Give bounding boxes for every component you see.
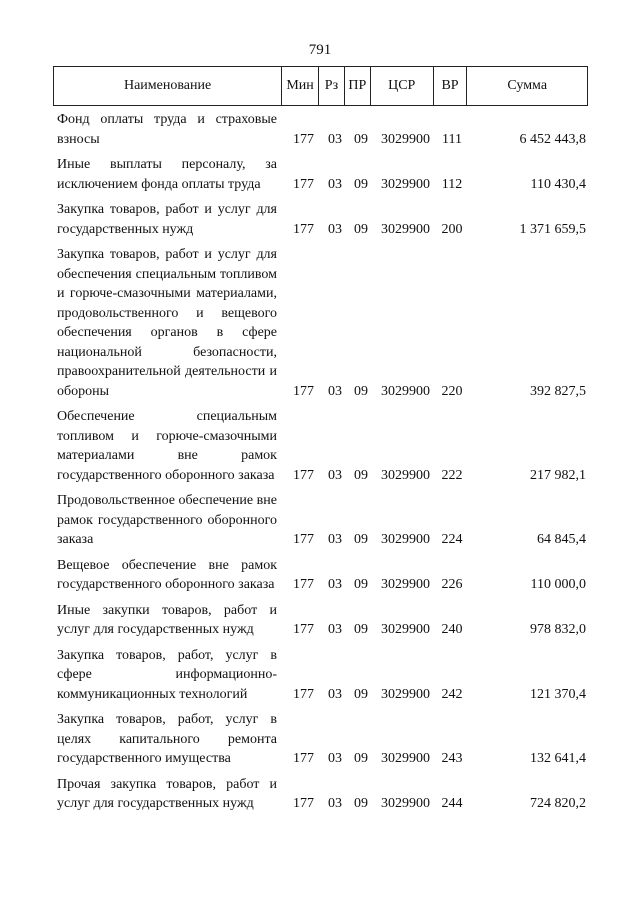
table-header — [53, 66, 588, 106]
row-rz: 03 — [328, 796, 342, 811]
row-name: Вещевое обеспечение вне рамок государственного оборонного заказа — [57, 557, 277, 592]
table-row — [53, 155, 588, 194]
row-min: 177 — [293, 796, 314, 811]
row-pr: 09 — [354, 176, 368, 192]
row-pr: 09 — [354, 796, 368, 811]
row-sum: 1 371 659,5 — [519, 221, 586, 237]
row-vr: 222 — [441, 467, 463, 483]
row-csr: 3029900 — [381, 131, 430, 147]
row-vr: 220 — [441, 383, 463, 399]
row-rz: 03 — [328, 751, 342, 766]
row-vr: 244 — [441, 796, 463, 811]
row-vr: 226 — [441, 577, 463, 592]
row-name: Прочая закупка товаров, работ и услуг для государственных нужд — [57, 776, 277, 811]
row-rz: 03 — [328, 221, 342, 237]
row-rz: 03 — [328, 577, 342, 592]
row-rz: 03 — [328, 131, 342, 147]
row-sum: 724 820,2 — [530, 796, 586, 811]
row-min: 177 — [293, 686, 314, 702]
table-row — [53, 200, 588, 239]
table-row — [53, 110, 588, 149]
row-csr: 3029900 — [381, 751, 430, 766]
table-body — [53, 110, 588, 820]
row-min: 177 — [293, 221, 314, 237]
row-pr: 09 — [354, 577, 368, 592]
table-row — [53, 407, 588, 485]
row-vr: 200 — [441, 221, 463, 237]
row-csr: 3029900 — [381, 467, 430, 483]
header-rz: Рз — [318, 67, 344, 105]
row-min: 177 — [293, 532, 314, 547]
row-pr: 09 — [354, 686, 368, 702]
row-csr: 3029900 — [381, 176, 430, 192]
row-sum: 110 000,0 — [530, 577, 586, 592]
row-vr: 224 — [441, 532, 463, 547]
row-pr: 09 — [354, 131, 368, 147]
row-name: Иные выплаты персоналу, за исключением фонда оплаты труда — [57, 157, 277, 192]
row-rz: 03 — [328, 176, 342, 192]
row-vr: 240 — [441, 622, 463, 637]
header-vr: ВР — [433, 67, 467, 105]
header-csr: ЦСР — [370, 67, 433, 105]
row-sum: 392 827,5 — [530, 383, 586, 399]
row-csr: 3029900 — [381, 221, 430, 237]
row-csr: 3029900 — [381, 622, 430, 637]
row-vr: 242 — [441, 686, 463, 702]
row-sum: 217 982,1 — [530, 467, 586, 483]
row-name: Фонд оплаты труда и страховые взносы — [57, 112, 277, 147]
page-number: 791 — [308, 42, 332, 58]
row-csr: 3029900 — [381, 383, 430, 399]
header-pr: ПР — [344, 67, 370, 105]
row-pr: 09 — [354, 751, 368, 766]
row-min: 177 — [293, 622, 314, 637]
row-vr: 111 — [442, 131, 462, 147]
table-row — [53, 775, 588, 814]
header-min: Мин — [281, 67, 318, 105]
table-row — [53, 491, 588, 550]
row-name: Иные закупки товаров, работ и услуг для государственных нужд — [57, 602, 277, 637]
row-min: 177 — [293, 383, 314, 399]
table-row — [53, 245, 588, 401]
row-rz: 03 — [328, 622, 342, 637]
row-name: Обеспечение специальным топливом и горюче-смазочными материалами вне рамок государственного оборонного заказа — [57, 409, 277, 483]
row-min: 177 — [293, 467, 314, 483]
row-csr: 3029900 — [381, 532, 430, 547]
row-rz: 03 — [328, 686, 342, 702]
row-sum: 64 845,4 — [537, 532, 586, 547]
row-sum: 6 452 443,8 — [519, 131, 586, 147]
table-row — [53, 710, 588, 769]
row-rz: 03 — [328, 383, 342, 399]
row-rz: 03 — [328, 467, 342, 483]
row-min: 177 — [293, 176, 314, 192]
row-name: Закупка товаров, работ и услуг для обеспечения специальным топливом и горюче-смазочными материалами, продовольственного и вещевого обеспечения органов в сфере национальной безопасности, правоохранительной деятельности и обороны — [57, 247, 277, 399]
row-min: 177 — [293, 577, 314, 592]
row-sum: 978 832,0 — [530, 622, 586, 637]
row-name: Закупка товаров, работ, услуг в целях капитального ремонта государственного имущества — [57, 712, 277, 766]
row-name: Закупка товаров, работ и услуг для государственных нужд — [57, 202, 277, 237]
row-name: Продовольственное обеспечение вне рамок государственного оборонного заказа — [57, 493, 277, 547]
header-name: Наименование — [123, 78, 212, 93]
row-csr: 3029900 — [381, 577, 430, 592]
row-sum: 132 641,4 — [530, 751, 586, 766]
row-csr: 3029900 — [381, 796, 430, 811]
row-pr: 09 — [354, 532, 368, 547]
header-sum: Сумма — [466, 67, 587, 105]
table-row — [53, 601, 588, 640]
table-row — [53, 556, 588, 595]
row-min: 177 — [293, 751, 314, 766]
row-vr: 243 — [441, 751, 463, 766]
row-pr: 09 — [354, 383, 368, 399]
row-pr: 09 — [354, 467, 368, 483]
row-sum: 110 430,4 — [530, 176, 586, 192]
row-rz: 03 — [328, 532, 342, 547]
row-sum: 121 370,4 — [530, 686, 586, 702]
row-vr: 112 — [441, 176, 463, 192]
row-min: 177 — [293, 131, 314, 147]
row-pr: 09 — [354, 221, 368, 237]
row-csr: 3029900 — [381, 686, 430, 702]
table-row — [53, 646, 588, 705]
row-name: Закупка товаров, работ, услуг в сфере информационно-коммуникационных технологий — [57, 647, 277, 702]
row-pr: 09 — [354, 622, 368, 637]
